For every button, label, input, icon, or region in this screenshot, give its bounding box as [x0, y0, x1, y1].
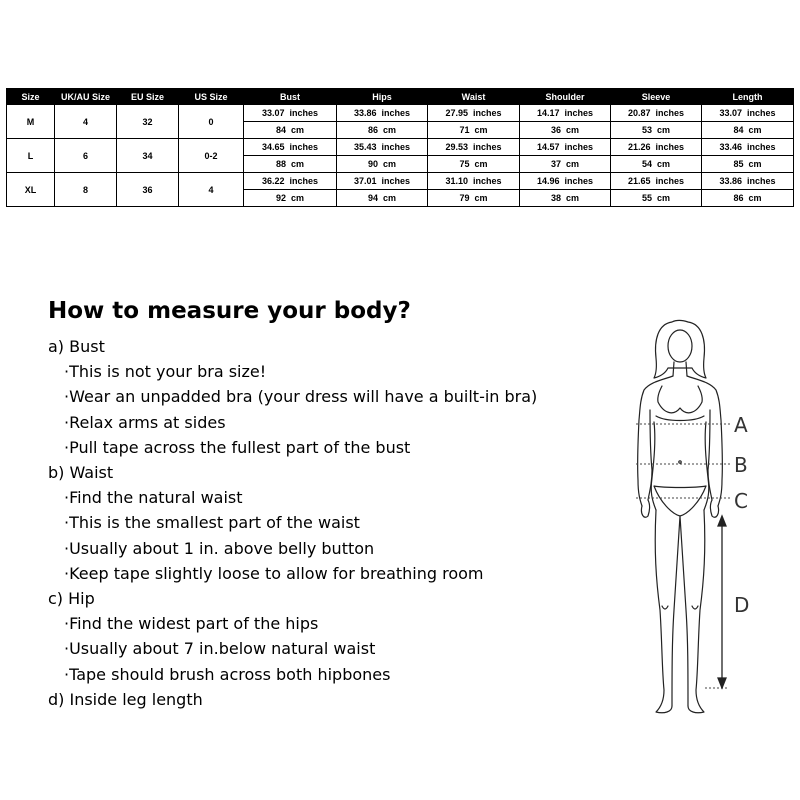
- cell-cm: 94 cm: [337, 190, 428, 207]
- tip-item: ·Usually about 1 in. above belly button: [64, 538, 375, 558]
- cell-inches: 14.96 inches: [520, 173, 611, 190]
- tip-item: ·Find the widest part of the hips: [64, 614, 319, 634]
- cell-inches: 21.65 inches: [611, 173, 702, 190]
- cell-us: 4: [179, 173, 244, 207]
- cell-cm: 85 cm: [702, 156, 794, 173]
- cell-uk-au: 4: [55, 105, 117, 139]
- cell-inches: 14.17 inches: [520, 105, 611, 122]
- header-length: Length: [702, 89, 794, 105]
- cell-eu: 34: [117, 139, 179, 173]
- cell-eu: 32: [117, 105, 179, 139]
- cell-cm: 36 cm: [520, 122, 611, 139]
- cell-inches: 21.26 inches: [611, 139, 702, 156]
- cell-cm: 75 cm: [428, 156, 520, 173]
- cell-uk-au: 6: [55, 139, 117, 173]
- inseam-arrow-icon: [718, 516, 726, 688]
- cell-inches: 33.07 inches: [244, 105, 337, 122]
- cell-cm: 84 cm: [702, 122, 794, 139]
- tip-item: ·This is the smallest part of the waist: [64, 513, 360, 533]
- cell-cm: 88 cm: [244, 156, 337, 173]
- cell-cm: 38 cm: [520, 190, 611, 207]
- tip-item: ·Wear an unpadded bra (your dress will have a built-in bra): [64, 387, 538, 407]
- section-title: a) Bust: [48, 337, 105, 356]
- header-sleeve: Sleeve: [611, 89, 702, 105]
- cell-inches: 35.43 inches: [337, 139, 428, 156]
- cell-inches: 34.65 inches: [244, 139, 337, 156]
- header-us-size: US Size: [179, 89, 244, 105]
- section-title: c) Hip: [48, 589, 95, 609]
- label-c: C: [734, 489, 748, 513]
- cell-inches: 31.10 inches: [428, 173, 520, 190]
- section-title: d) Inside leg length: [48, 689, 203, 709]
- header-uk-au-size: UK/AU Size: [55, 89, 117, 105]
- cell-size: L: [7, 139, 55, 173]
- cell-inches: 36.22 inches: [244, 173, 337, 190]
- size-chart-table: [6, 88, 794, 207]
- cell-cm: 79 cm: [428, 190, 520, 207]
- header-bust: Bust: [244, 89, 337, 105]
- cell-cm: 86 cm: [337, 122, 428, 139]
- cell-cm: 53 cm: [611, 122, 702, 139]
- cell-inches: 33.86 inches: [702, 173, 794, 190]
- body-measurement-figure: [610, 310, 760, 730]
- table-row: [7, 173, 794, 190]
- cell-inches: 33.86 inches: [337, 105, 428, 122]
- table-row: [7, 105, 794, 122]
- body-outline-icon: [638, 321, 723, 713]
- tip-item: ·Tape should brush across both hipbones: [64, 664, 391, 684]
- section-hip: [48, 586, 608, 687]
- cell-inches: 37.01 inches: [337, 173, 428, 190]
- cell-cm: 37 cm: [520, 156, 611, 173]
- cell-uk-au: 8: [55, 173, 117, 207]
- header-shoulder: Shoulder: [520, 89, 611, 105]
- cell-size: M: [7, 105, 55, 139]
- cell-inches: 29.53 inches: [428, 139, 520, 156]
- table-header-row: [7, 89, 794, 105]
- tip-item: ·Pull tape across the fullest part of the bust: [64, 437, 411, 457]
- cell-inches: 14.57 inches: [520, 139, 611, 156]
- label-b: B: [734, 453, 748, 477]
- header-size: Size: [7, 89, 55, 105]
- section-waist: [48, 460, 608, 586]
- section-bust: [48, 334, 608, 460]
- header-waist: Waist: [428, 89, 520, 105]
- header-hips: Hips: [337, 89, 428, 105]
- cell-inches: 27.95 inches: [428, 105, 520, 122]
- cell-cm: 84 cm: [244, 122, 337, 139]
- cell-inches: 33.07 inches: [702, 105, 794, 122]
- tip-item: ·Keep tape slightly loose to allow for breathing room: [64, 563, 484, 583]
- tip-item: ·Relax arms at sides: [64, 412, 226, 432]
- cell-inches: 20.87 inches: [611, 105, 702, 122]
- cell-size: XL: [7, 173, 55, 207]
- tip-item: ·Usually about 7 in.below natural waist: [64, 639, 376, 659]
- cell-us: 0-2: [179, 139, 244, 173]
- cell-inches: 33.46 inches: [702, 139, 794, 156]
- tip-item: ·This is not your bra size!: [64, 362, 267, 382]
- measuring-guide: [48, 298, 608, 712]
- label-a: A: [734, 413, 748, 437]
- cell-cm: 54 cm: [611, 156, 702, 173]
- label-d: D: [734, 593, 750, 617]
- cell-cm: 71 cm: [428, 122, 520, 139]
- tip-item: ·Find the natural waist: [64, 488, 243, 508]
- cell-cm: 92 cm: [244, 190, 337, 207]
- cell-eu: 36: [117, 173, 179, 207]
- guide-title: How to measure your body?: [48, 298, 411, 324]
- section-title: b) Waist: [48, 463, 114, 483]
- cell-cm: 55 cm: [611, 190, 702, 207]
- cell-cm: 90 cm: [337, 156, 428, 173]
- table-row: [7, 139, 794, 156]
- section-inside-leg: [48, 687, 608, 712]
- cell-cm: 86 cm: [702, 190, 794, 207]
- cell-us: 0: [179, 105, 244, 139]
- header-eu-size: EU Size: [117, 89, 179, 105]
